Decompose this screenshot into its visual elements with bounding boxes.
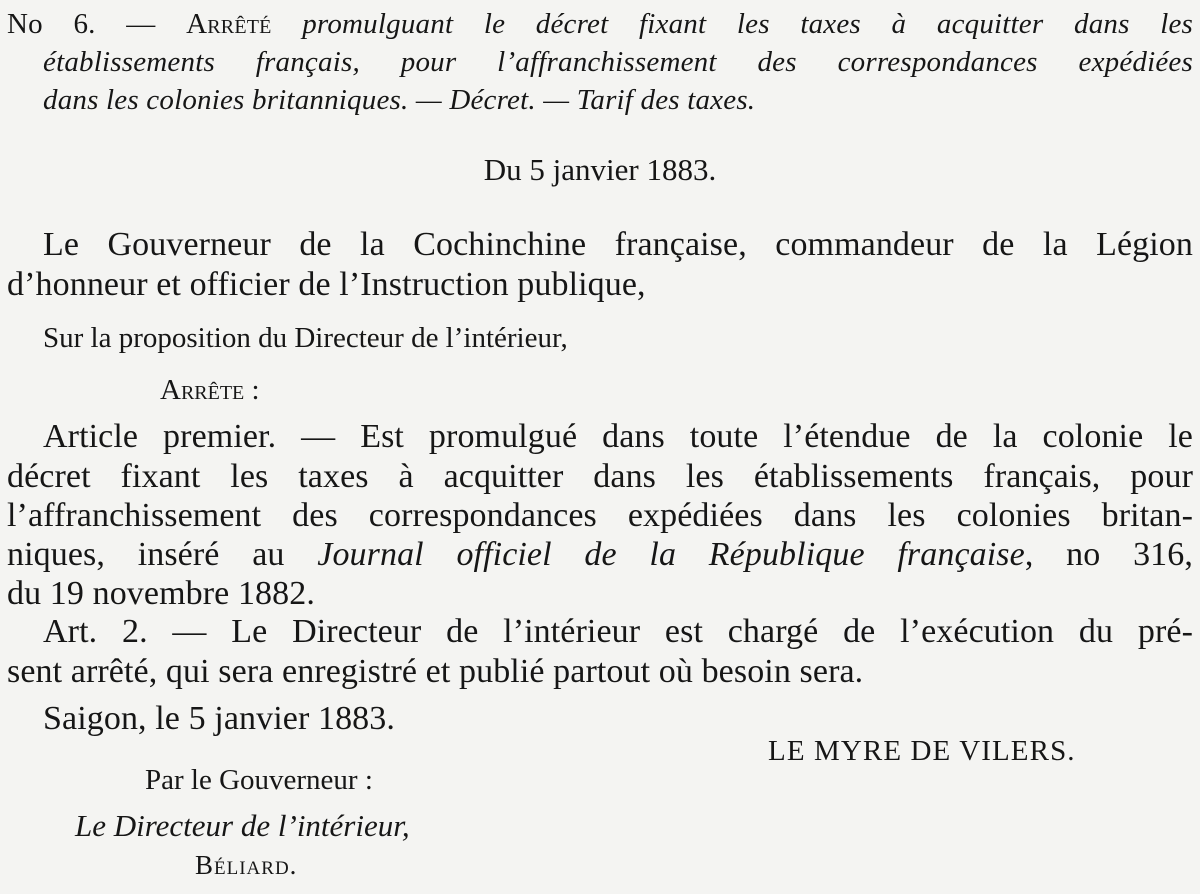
director-title: Le Directeur de l’intérieur, bbox=[75, 808, 410, 843]
article-1-line-4 bbox=[7, 536, 1193, 574]
article-1-line-2: décret fixant les taxes à acquitter dans les établissements français, pour bbox=[7, 458, 1193, 495]
by-governor-line: Par le Gouverneur : bbox=[145, 764, 373, 796]
article-1-line-5: du 19 novembre 1882. bbox=[7, 575, 315, 612]
decree-date: Du 5 janvier 1883. bbox=[483, 152, 717, 187]
article-1-line-3: l’affranchissement des correspondances expédiées dans les colonies britan- bbox=[7, 497, 1193, 534]
governor-line-2: d’honneur et officier de l’Instruction publique, bbox=[7, 266, 646, 303]
governor-signature: LE MYRE DE VILERS. bbox=[768, 735, 1076, 767]
article-1-line-4-end: , no 316, bbox=[1024, 536, 1193, 573]
heading-title-start: promulguant le décret fixant les taxes à acquitter dans les bbox=[302, 8, 1194, 40]
heading-line-3: dans les colonies britanniques. — Décret. — Tarif des taxes. bbox=[43, 84, 756, 116]
article-1-line-4-start: niques, inséré au bbox=[7, 536, 285, 573]
heading-arrete-label: Arrêté bbox=[186, 8, 272, 40]
director-name: Béliard. bbox=[195, 850, 298, 880]
article-2-line-2: sent arrêté, qui sera enregistré et publié partout où besoin sera. bbox=[7, 653, 864, 690]
arrete-heading: Arrête : bbox=[160, 374, 260, 406]
article-1-line-1: Article premier. — Est promulgué dans toute l’étendue de la colonie le bbox=[43, 418, 1193, 455]
journal-title: Journal officiel de la République française bbox=[317, 536, 1025, 573]
heading-line-2: établissements français, pour l’affranchissement des correspondances expédiées bbox=[43, 46, 1193, 78]
heading-line-1 bbox=[7, 8, 1193, 41]
proposal-line: Sur la proposition du Directeur de l’intérieur, bbox=[43, 322, 568, 354]
place-date: Saigon, le 5 janvier 1883. bbox=[43, 700, 395, 737]
decree-number: No 6. — bbox=[7, 8, 156, 40]
governor-line-1: Le Gouverneur de la Cochinchine française, commandeur de la Légion bbox=[43, 226, 1193, 263]
article-2-line-1: Art. 2. — Le Directeur de l’intérieur est chargé de l’exécution du pré- bbox=[43, 613, 1193, 650]
